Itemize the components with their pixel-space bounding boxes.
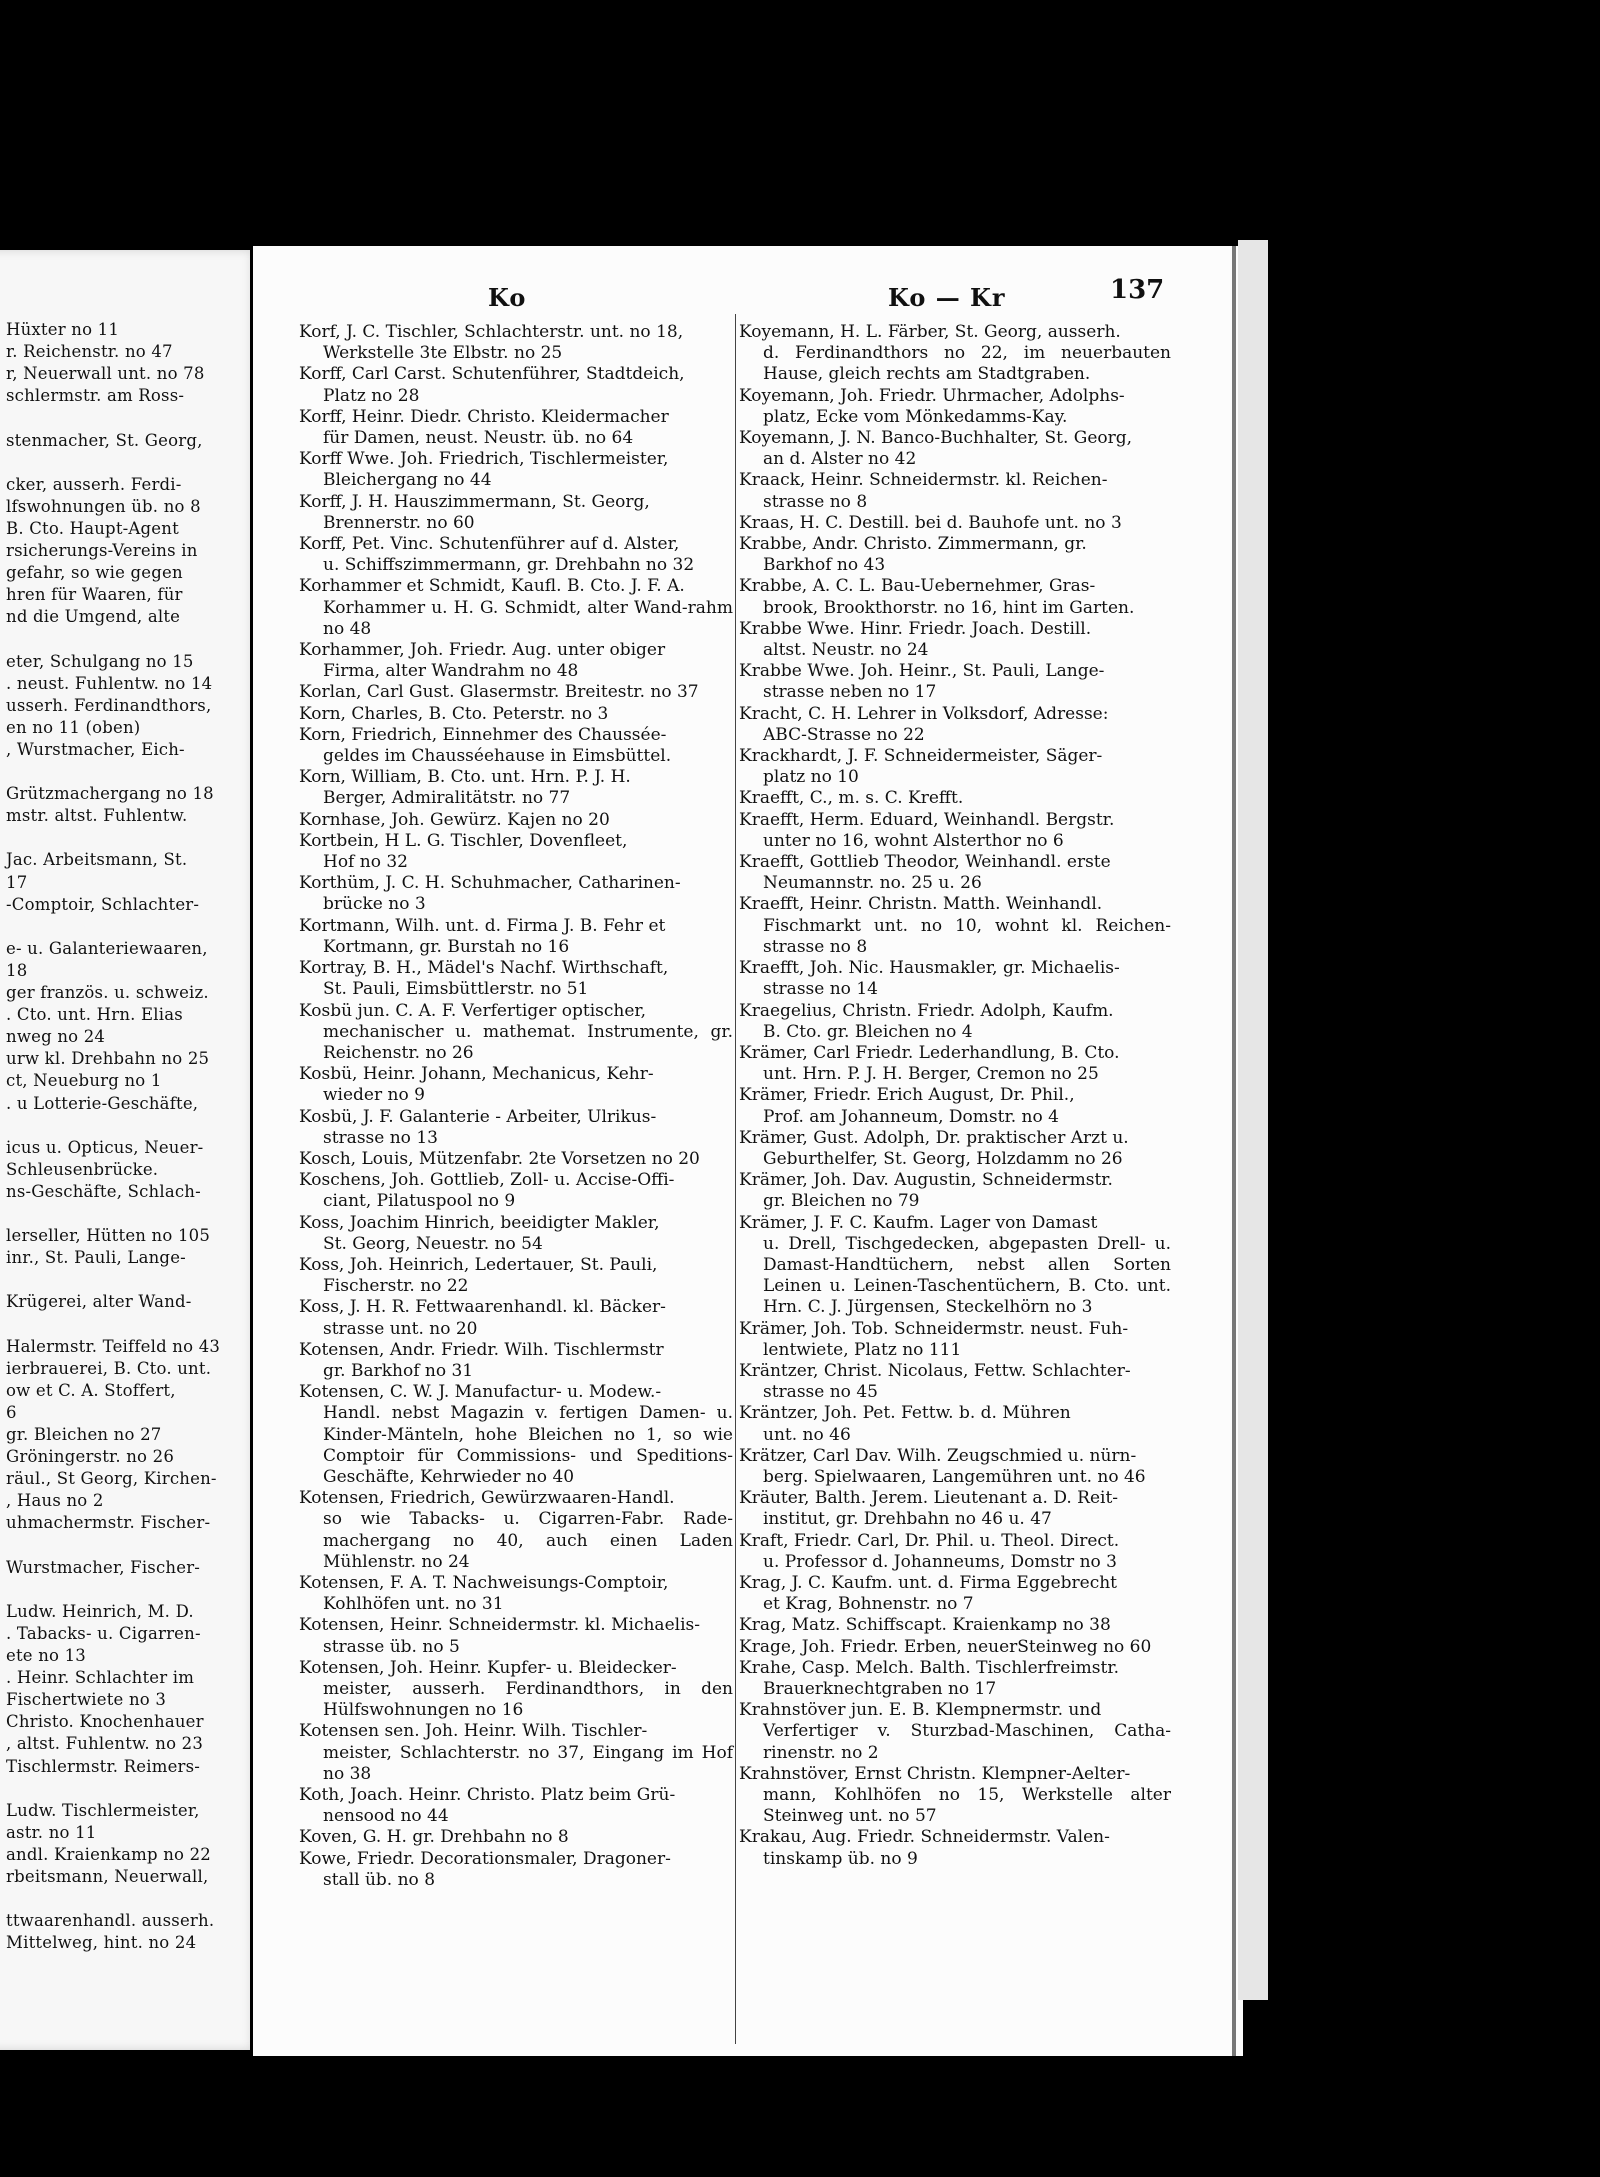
previous-page-line: Krügerei, alter Wand- — [6, 1292, 192, 1312]
previous-page-line: hren für Waaren, für — [6, 585, 183, 605]
entry-first-line: Kowe, Friedr. Decorationsmaler, Dragoner- — [299, 1848, 671, 1869]
entry-first-line: Krahnstöver jun. E. B. Klempnermstr. und — [739, 1700, 1102, 1721]
page-number: 137 — [1110, 275, 1165, 305]
previous-page-line: cker, ausserh. Ferdi- — [6, 474, 182, 494]
entry-first-line: Krabbe Wwe. Hinr. Friedr. Joach. Destill. — [739, 618, 1092, 639]
entry-first-line: Koss, Joachim Hinrich, beeidigter Makler, — [299, 1212, 660, 1233]
directory-entry — [301, 1721, 733, 1785]
directory-entry — [301, 1573, 733, 1615]
previous-page-line: schlermstr. am Ross- — [6, 386, 185, 406]
previous-page-line: gefahr, so wie gegen — [6, 563, 183, 583]
previous-page-line: ger französ. u. schweiz. — [6, 983, 209, 1002]
previous-page-line: andl. Kraienkamp no 22 — [6, 1844, 212, 1864]
entry-first-line: Koyemann, Joh. Friedr. Uhrmacher, Adolphs- — [739, 385, 1125, 406]
directory-entry — [741, 534, 1171, 576]
directory-entry — [301, 1107, 733, 1149]
directory-entry — [741, 1001, 1171, 1043]
entry-first-line: Kortbein, H L. G. Tischler, Dovenfleet, — [299, 830, 628, 851]
entry-first-line: Korff, J. H. Hauszimmermann, St. Georg, — [299, 491, 650, 512]
entry-continuation: u. Schiffszimmermann, gr. Drehbahn no 32 — [323, 555, 695, 576]
directory-entry — [741, 1085, 1171, 1127]
previous-page-line: inr., St. Pauli, Lange- — [6, 1248, 186, 1268]
entry-first-line: Kosbü, J. F. Galanterie - Arbeiter, Ulrikus- — [299, 1106, 657, 1127]
directory-entry — [301, 831, 733, 873]
directory-entry — [741, 1043, 1171, 1085]
entry-first-line: Krätzer, Carl Dav. Wilh. Zeugschmied u. nürn- — [739, 1445, 1137, 1466]
entry-first-line: Krag, Matz. Schiffscapt. Kraienkamp no 38 — [739, 1615, 1111, 1636]
previous-page-line: ns-Geschäfte, Schlach- — [6, 1181, 201, 1201]
entry-first-line: Krage, Joh. Friedr. Erben, neuerSteinweg no 60 — [739, 1636, 1152, 1657]
directory-entry — [301, 725, 733, 767]
entry-first-line: Krackhardt, J. F. Schneidermeister, Säger- — [739, 746, 1103, 767]
directory-entry — [301, 1170, 733, 1212]
previous-page-line: Ludw. Heinrich, M. D. — [6, 1601, 194, 1621]
entry-continuation: brücke no 3 — [323, 894, 426, 915]
previous-page-line: lerseller, Hütten no 105 — [6, 1226, 211, 1246]
directory-entry — [741, 1403, 1171, 1445]
previous-page-line: eter, Schulgang no 15 — [6, 651, 194, 671]
directory-entry — [741, 788, 1171, 809]
entry-continuation: Hof no 32 — [323, 852, 408, 873]
directory-entry — [741, 513, 1171, 534]
previous-page-line: Wurstmacher, Fischer- — [6, 1557, 201, 1577]
previous-page-line: en no 11 (oben) — [6, 717, 141, 737]
entry-continuation: platz no 10 — [763, 767, 859, 788]
entry-first-line: Kraegelius, Christn. Friedr. Adolph, Kaufm. — [739, 1000, 1114, 1021]
entry-first-line: Kosbü, Heinr. Johann, Mechanicus, Kehr- — [299, 1064, 654, 1085]
previous-page-line: ierbrauerei, B. Cto. unt. — [6, 1358, 212, 1378]
entry-continuation: nensood no 44 — [323, 1806, 449, 1827]
previous-page-line: . u Lotterie-Geschäfte, — [6, 1093, 199, 1113]
entry-continuation: wieder no 9 — [323, 1085, 425, 1106]
entry-continuation: Kohlhöfen unt. no 31 — [323, 1594, 504, 1615]
previous-page-line: Hüxter no 11 — [6, 320, 120, 339]
entry-first-line: Kotensen, Heinr. Schneidermstr. kl. Michaelis- — [299, 1615, 700, 1636]
directory-entry — [741, 1446, 1171, 1488]
directory-entry — [741, 1573, 1171, 1615]
entry-first-line: Kräntzer, Joh. Pet. Fettw. b. d. Mühren — [739, 1403, 1071, 1424]
previous-page-line: 18 — [6, 960, 28, 980]
entry-continuation: an d. Alster no 42 — [763, 449, 917, 470]
directory-entry — [741, 322, 1171, 386]
directory-entry — [741, 746, 1171, 788]
entry-continuation: mann, Kohlhöfen no 15, Werkstelle alter Steinweg unt. no 57 — [763, 1785, 1171, 1827]
entry-continuation: et Krag, Bohnenstr. no 7 — [763, 1594, 974, 1615]
previous-page-line: . Heinr. Schlachter im — [6, 1668, 195, 1688]
entry-continuation: Barkhof no 43 — [763, 555, 886, 576]
entry-first-line: Kräntzer, Christ. Nicolaus, Fettw. Schlachter- — [739, 1360, 1131, 1381]
entry-continuation: unt. Hrn. P. J. H. Berger, Cremon no 25 — [763, 1064, 1099, 1085]
entry-continuation: mechanischer u. mathemat. Instrumente, gr. Reichenstr. no 26 — [323, 1021, 733, 1063]
directory-entry — [301, 916, 733, 958]
directory-entry — [741, 619, 1171, 661]
entry-first-line: Krahnstöver, Ernst Christn. Klempner-Aelter- — [739, 1763, 1131, 1784]
directory-entry — [301, 1064, 733, 1106]
directory-entry — [301, 1297, 733, 1339]
entry-first-line: Koschens, Joh. Gottlieb, Zoll- u. Accise-Offi- — [299, 1170, 675, 1191]
entry-continuation: Geburthelfer, St. Georg, Holzdamm no 26 — [763, 1148, 1123, 1169]
entry-continuation: Berger, Admiralitätstr. no 77 — [323, 788, 571, 809]
directory-entry — [741, 1213, 1171, 1319]
entry-first-line: Krämer, Carl Friedr. Lederhandlung, B. Cto. — [739, 1042, 1120, 1063]
previous-page-line: , Haus no 2 — [6, 1491, 104, 1511]
entry-first-line: Kracht, C. H. Lehrer in Volksdorf, Adresse: — [739, 703, 1109, 724]
previous-page-line: nweg no 24 — [6, 1027, 106, 1047]
previous-page-line: B. Cto. Haupt-Agent — [6, 518, 179, 538]
directory-column-right — [741, 322, 1171, 1870]
entry-continuation: meister, Schlachterstr. no 37, Eingang im Hof no 38 — [323, 1742, 733, 1784]
directory-entry — [741, 1637, 1171, 1658]
directory-entry — [301, 576, 733, 640]
entry-first-line: Kotensen sen. Joh. Heinr. Wilh. Tischler- — [299, 1721, 648, 1742]
directory-entry — [301, 810, 733, 831]
directory-entry — [301, 1615, 733, 1657]
entry-continuation: geldes im Chausséehause in Eimsbüttel. — [323, 746, 672, 767]
previous-page-line: uhmachermstr. Fischer- — [6, 1513, 211, 1533]
previous-page-line: 6 — [6, 1402, 17, 1422]
entry-continuation: Verfertiger v. Sturzbad-Maschinen, Catha-rinenstr. no 2 — [763, 1721, 1171, 1763]
entry-continuation: so wie Tabacks- u. Cigarren-Fabr. Rade-machergang no 40, auch einen Laden Mühlenstr. no 24 — [323, 1509, 733, 1572]
entry-first-line: Koyemann, J. N. Banco-Buchhalter, St. Georg, — [739, 428, 1133, 449]
entry-first-line: Koth, Joach. Heinr. Christo. Platz beim Grü- — [299, 1785, 676, 1806]
directory-entry — [741, 704, 1171, 746]
previous-page-line: Fischertwiete no 3 — [6, 1690, 167, 1710]
directory-entry — [301, 1849, 733, 1891]
entry-continuation: lentwiete, Platz no 111 — [763, 1339, 962, 1360]
entry-continuation: Werkstelle 3te Elbstr. no 25 — [323, 343, 563, 364]
entry-first-line: Kortmann, Wilh. unt. d. Firma J. B. Fehr et — [299, 915, 666, 936]
directory-entry — [741, 1128, 1171, 1170]
previous-page-line: astr. no 11 — [6, 1822, 97, 1842]
directory-entry — [301, 640, 733, 682]
previous-page-line: icus u. Opticus, Neuer- — [6, 1137, 204, 1157]
previous-page-line: ete no 13 — [6, 1646, 87, 1665]
entry-continuation: Fischerstr. no 22 — [323, 1276, 469, 1297]
entry-first-line: Koss, Joh. Heinrich, Ledertauer, St. Pauli, — [299, 1254, 658, 1275]
entry-first-line: Kosch, Louis, Mützenfabr. 2te Vorsetzen no 20 — [299, 1148, 700, 1169]
entry-continuation: strasse üb. no 5 — [323, 1636, 460, 1657]
entry-continuation: gr. Bleichen no 79 — [763, 1191, 920, 1212]
directory-entry — [301, 958, 733, 1000]
previous-page-line: Halermstr. Teiffeld no 43 — [6, 1336, 221, 1356]
entry-continuation: Handl. nebst Magazin v. fertigen Damen- u. Kinder-Mänteln, hohe Bleichen no 1, so wie Comptoir für Commissions- und Speditions-Geschäfte, Kehrwieder no 40 — [323, 1403, 733, 1487]
entry-continuation: berg. Spielwaaren, Langemühren unt. no 46 — [763, 1466, 1146, 1487]
directory-entry — [301, 682, 733, 703]
entry-first-line: Kraas, H. C. Destill. bei d. Bauhofe unt. no 3 — [739, 512, 1122, 533]
directory-entry — [741, 1827, 1171, 1869]
previous-page-line: räul., St Georg, Kirchen- — [6, 1469, 217, 1489]
entry-continuation: Bleichergang no 44 — [323, 470, 492, 491]
entry-first-line: Kotensen, C. W. J. Manufactur- u. Modew.- — [299, 1382, 662, 1403]
previous-page-line: , altst. Fuhlentw. no 23 — [6, 1734, 204, 1754]
entry-continuation: Firma, alter Wandrahm no 48 — [323, 661, 579, 682]
entry-first-line: Koven, G. H. gr. Drehbahn no 8 — [299, 1827, 569, 1848]
entry-continuation: institut, gr. Drehbahn no 46 u. 47 — [763, 1509, 1052, 1530]
previous-page-line: rbeitsmann, Neuerwall, — [6, 1867, 209, 1886]
previous-page — [0, 250, 264, 2050]
entry-first-line: Kräuter, Balth. Jerem. Lieutenant a. D. Reit- — [739, 1488, 1119, 1509]
entry-continuation: tinskamp üb. no 9 — [763, 1848, 918, 1869]
entry-continuation: strasse neben no 17 — [763, 682, 937, 703]
directory-entry — [301, 704, 733, 725]
directory-entry — [301, 1785, 733, 1827]
entry-first-line: Kornhase, Joh. Gewürz. Kajen no 20 — [299, 809, 610, 830]
previous-page-line: . neust. Fuhlentw. no 14 — [6, 673, 213, 693]
entry-first-line: Koyemann, H. L. Färber, St. Georg, ausserh. — [739, 322, 1121, 342]
running-head-right: Ko — Kr — [888, 283, 1006, 312]
entry-continuation: altst. Neustr. no 24 — [763, 640, 929, 661]
entry-continuation: für Damen, neust. Neustr. üb. no 64 — [323, 428, 634, 449]
entry-continuation: ABC-Strasse no 22 — [763, 724, 925, 745]
directory-entry — [741, 810, 1171, 852]
entry-continuation: Platz no 28 — [323, 385, 420, 406]
entry-continuation: d. Ferdinandthors no 22, im neuerbauten Hause, gleich rechts am Stadtgraben. — [763, 343, 1171, 385]
directory-entry — [741, 576, 1171, 618]
previous-page-line: Christo. Knochenhauer — [6, 1712, 204, 1732]
directory-entry — [741, 1488, 1171, 1530]
directory-entry — [741, 661, 1171, 703]
entry-first-line: Krag, J. C. Kaufm. unt. d. Firma Eggebrecht — [739, 1572, 1118, 1593]
directory-entry — [301, 1827, 733, 1848]
directory-entry — [741, 386, 1171, 428]
entry-first-line: Kraack, Heinr. Schneidermstr. kl. Reichen- — [739, 470, 1108, 491]
entry-first-line: Kotensen, Joh. Heinr. Kupfer- u. Bleidecker- — [299, 1657, 677, 1678]
entry-first-line: Kraefft, Herm. Eduard, Weinhandl. Bergstr. — [739, 809, 1115, 830]
entry-first-line: Korhammer et Schmidt, Kaufl. B. Cto. J. F. A. — [299, 576, 685, 597]
entry-continuation: meister, ausserh. Ferdinandthors, in den Hülfswohnungen no 16 — [323, 1679, 733, 1721]
previous-page-line: 17 — [6, 872, 28, 892]
previous-page-line: ttwaarenhandl. ausserh. — [6, 1911, 215, 1931]
entry-continuation: strasse no 14 — [763, 979, 878, 1000]
previous-page-line: nd die Umgend, alte — [6, 607, 181, 627]
previous-page-line: Ludw. Tischlermeister, — [6, 1800, 200, 1820]
previous-page-line: Mittelweg, hint. no 24 — [6, 1933, 197, 1953]
entry-first-line: Korff Wwe. Joh. Friedrich, Tischlermeister, — [299, 449, 669, 470]
entry-continuation: platz, Ecke vom Mönkedamms-Kay. — [763, 406, 1068, 427]
entry-first-line: Korn, Friedrich, Einnehmer des Chaussée- — [299, 724, 667, 745]
running-head-left: Ko — [488, 283, 527, 312]
directory-entry — [301, 534, 733, 576]
previous-page-line: -Comptoir, Schlachter- — [6, 894, 200, 914]
entry-first-line: Kotensen, Andr. Friedr. Wilh. Tischlermstr — [299, 1339, 664, 1360]
directory-entry — [741, 958, 1171, 1000]
entry-first-line: Kraft, Friedr. Carl, Dr. Phil. u. Theol. Direct. — [739, 1530, 1120, 1551]
entry-continuation: Fischmarkt unt. no 10, wohnt kl. Reichen-strasse no 8 — [763, 915, 1171, 957]
entry-first-line: Kraefft, Joh. Nic. Hausmakler, gr. Michaelis- — [739, 958, 1120, 979]
previous-page-line: r, Neuerwall unt. no 78 — [6, 364, 205, 384]
entry-first-line: Krabbe Wwe. Joh. Heinr., St. Pauli, Lange- — [739, 661, 1105, 682]
directory-entry — [301, 1001, 733, 1065]
previous-page-line: rsicherungs-Vereins in — [6, 541, 198, 560]
entry-first-line: Korhammer, Joh. Friedr. Aug. unter obiger — [299, 640, 666, 661]
entry-continuation: St. Georg, Neuestr. no 54 — [323, 1233, 543, 1254]
entry-continuation: stall üb. no 8 — [323, 1869, 436, 1890]
entry-continuation: Korhammer u. H. G. Schmidt, alter Wand-rahm no 48 — [323, 597, 733, 639]
entry-first-line: Krämer, Joh. Dav. Augustin, Schneidermstr. — [739, 1170, 1113, 1191]
directory-entry — [301, 407, 733, 449]
entry-first-line: Krakau, Aug. Friedr. Schneidermstr. Valen- — [739, 1827, 1110, 1848]
entry-continuation: u. Professor d. Johanneums, Domstr no 3 — [763, 1551, 1117, 1572]
directory-entry — [741, 1531, 1171, 1573]
entry-first-line: Kraefft, Gottlieb Theodor, Weinhandl. erste — [739, 852, 1111, 873]
entry-first-line: Korff, Heinr. Diedr. Christo. Kleidermacher — [299, 406, 669, 427]
previous-page-line: e- u. Galanteriewaaren, — [6, 938, 208, 958]
directory-entry — [301, 1340, 733, 1382]
entry-first-line: Koss, J. H. R. Fettwaarenhandl. kl. Bäcker- — [299, 1297, 666, 1318]
previous-page-line: mstr. altst. Fuhlentw. — [6, 806, 188, 826]
entry-first-line: Kosbü jun. C. A. F. Verfertiger optischer, — [299, 1000, 647, 1021]
directory-entry — [301, 767, 733, 809]
entry-first-line: Krämer, Friedr. Erich August, Dr. Phil., — [739, 1085, 1075, 1106]
entry-first-line: Korff, Carl Carst. Schutenführer, Stadtdeich, — [299, 364, 685, 385]
entry-continuation: strasse no 13 — [323, 1127, 438, 1148]
directory-entry — [301, 1255, 733, 1297]
next-page-edge — [1238, 240, 1268, 2000]
entry-continuation: u. Drell, Tischgedecken, abgepasten Drell- u. Damast-Handtüchern, nebst allen Sorten Leinen u. Leinen-Taschentüchern, B. Cto. unt. Hrn. C. J. Jürgensen, Steckelhörn no 3 — [763, 1233, 1171, 1318]
directory-entry — [741, 1319, 1171, 1361]
directory-entry — [741, 428, 1171, 470]
directory-entry — [301, 364, 733, 406]
entry-continuation: brook, Brookthorstr. no 16, hint im Garten. — [763, 597, 1135, 618]
directory-entry — [741, 1764, 1171, 1828]
previous-page-line: usserh. Ferdinandthors, — [6, 695, 212, 715]
entry-continuation: strasse unt. no 20 — [323, 1318, 478, 1339]
entry-continuation: St. Pauli, Eimsbüttlerstr. no 51 — [323, 979, 589, 1000]
directory-entry — [741, 1658, 1171, 1700]
previous-page-line: stenmacher, St. Georg, — [6, 430, 203, 450]
entry-continuation: Prof. am Johanneum, Domstr. no 4 — [763, 1106, 1059, 1127]
page-edge — [1232, 246, 1236, 2056]
previous-page-line: ow et C. A. Stoffert, — [6, 1380, 176, 1400]
entry-first-line: Korn, Charles, B. Cto. Peterstr. no 3 — [299, 703, 609, 724]
entry-first-line: Krabbe, A. C. L. Bau-Uebernehmer, Gras- — [739, 576, 1096, 597]
entry-first-line: Krämer, Gust. Adolph, Dr. praktischer Arzt u. — [739, 1127, 1129, 1148]
directory-entry — [741, 894, 1171, 958]
directory-entry — [301, 1658, 733, 1722]
column-divider — [735, 314, 736, 2044]
previous-page-line: lfswohnungen üb. no 8 — [6, 496, 201, 516]
entry-continuation: strasse no 45 — [763, 1382, 878, 1403]
directory-entry — [301, 1382, 733, 1488]
directory-entry — [741, 852, 1171, 894]
entry-continuation: Brennerstr. no 60 — [323, 512, 475, 533]
directory-entry — [301, 492, 733, 534]
entry-continuation: Brauerknechtgraben no 17 — [763, 1679, 997, 1699]
directory-entry — [741, 1615, 1171, 1636]
directory-entry — [741, 470, 1171, 512]
entry-continuation: strasse no 8 — [763, 491, 868, 512]
previous-page-line: urw kl. Drehbahn no 25 — [6, 1049, 210, 1069]
entry-first-line: Kotensen, Friedrich, Gewürzwaaren-Handl. — [299, 1488, 675, 1509]
entry-first-line: Korthüm, J. C. H. Schuhmacher, Catharinen- — [299, 873, 681, 894]
entry-continuation: Neumannstr. no. 25 u. 26 — [763, 873, 982, 894]
entry-first-line: Kortray, B. H., Mädel's Nachf. Wirthschaft, — [299, 958, 669, 979]
directory-column-left — [301, 322, 733, 1891]
entry-first-line: Kraefft, C., m. s. C. Krefft. — [739, 788, 964, 809]
entry-first-line: Krabbe, Andr. Christo. Zimmermann, gr. — [739, 534, 1087, 555]
previous-page-line: Grützmachergang no 18 — [6, 784, 214, 804]
directory-entry — [741, 1170, 1171, 1212]
directory-entry — [741, 1700, 1171, 1764]
entry-first-line: Korn, William, B. Cto. unt. Hrn. P. J. H. — [299, 767, 631, 788]
previous-page-line: gr. Bleichen no 27 — [6, 1425, 162, 1444]
directory-entry — [741, 1361, 1171, 1403]
previous-page-line: , Wurstmacher, Eich- — [6, 739, 185, 759]
directory-entry — [301, 1213, 733, 1255]
previous-page-line: . Tabacks- u. Cigarren- — [6, 1623, 201, 1643]
previous-page-line: Schleusenbrücke. — [6, 1159, 159, 1179]
directory-entry — [301, 1149, 733, 1170]
entry-continuation: gr. Barkhof no 31 — [323, 1360, 474, 1381]
directory-entry — [301, 873, 733, 915]
previous-page-line: ct, Neueburg no 1 — [6, 1071, 162, 1091]
entry-continuation: ciant, Pilatuspool no 9 — [323, 1191, 516, 1212]
directory-entry — [301, 322, 733, 364]
entry-continuation: unt. no 46 — [763, 1424, 851, 1445]
entry-first-line: Krahe, Casp. Melch. Balth. Tischlerfreimstr. — [739, 1657, 1120, 1678]
entry-first-line: Krämer, J. F. C. Kaufm. Lager von Damast — [739, 1212, 1098, 1233]
entry-first-line: Korf, J. C. Tischler, Schlachterstr. unt. no 18, — [299, 322, 684, 342]
entry-continuation: unter no 16, wohnt Alsterthor no 6 — [763, 830, 1064, 851]
entry-first-line: Korff, Pet. Vinc. Schutenführer auf d. Alster, — [299, 534, 680, 555]
entry-first-line: Kotensen, F. A. T. Nachweisungs-Comptoir, — [299, 1572, 669, 1593]
previous-page-line: r. Reichenstr. no 47 — [6, 342, 173, 362]
directory-entry — [301, 1488, 733, 1573]
previous-page-line: Tischlermstr. Reimers- — [6, 1756, 201, 1776]
directory-entry — [301, 449, 733, 491]
entry-continuation: B. Cto. gr. Bleichen no 4 — [763, 1021, 973, 1042]
previous-page-line: Gröningerstr. no 26 — [6, 1447, 175, 1467]
entry-first-line: Korlan, Carl Gust. Glasermstr. Breitestr. no 37 — [299, 682, 699, 703]
previous-page-line: Jac. Arbeitsmann, St. — [6, 850, 188, 870]
entry-first-line: Krämer, Joh. Tob. Schneidermstr. neust. Fuh- — [739, 1318, 1129, 1339]
previous-page-line: . Cto. unt. Hrn. Elias — [6, 1005, 183, 1025]
entry-first-line: Kraefft, Heinr. Christn. Matth. Weinhandl. — [739, 894, 1103, 915]
entry-continuation: Kortmann, gr. Burstah no 16 — [323, 936, 570, 957]
